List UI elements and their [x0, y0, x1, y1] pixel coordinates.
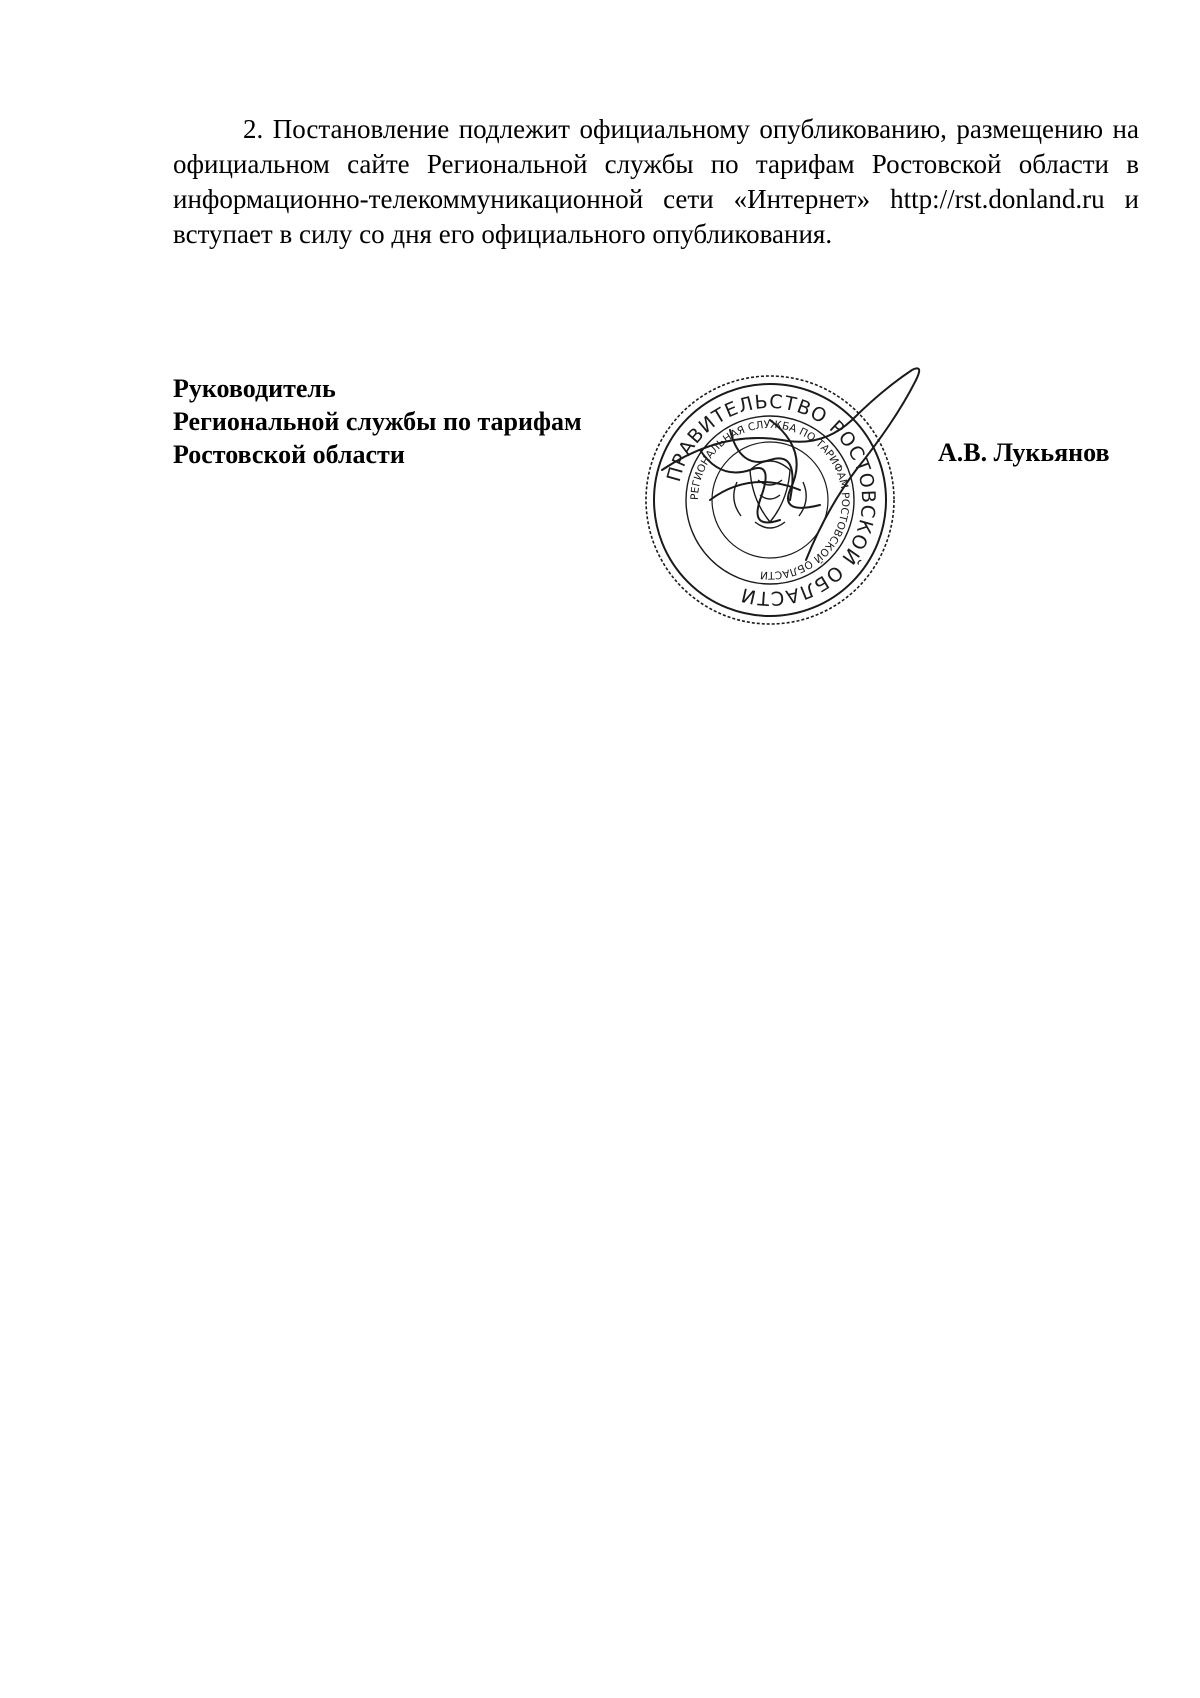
seal-inner-text: РЕГИОНАЛЬНАЯ СЛУЖБА ПО ТАРИФАМ РОСТОВСКОЙ ОБЛАСТИ — [688, 418, 852, 582]
signatory-position-line: Региональной службы по тарифам — [173, 407, 582, 436]
signatory-position-line: Руководитель — [173, 374, 336, 403]
seal-outer-text: ПРАВИТЕЛЬСТВО РОСТОВСКОЙ ОБЛАСТИ — [662, 390, 880, 610]
signatory-position-line: Ростовской области — [173, 440, 405, 469]
handwritten-signature — [640, 360, 940, 590]
publication-clause-paragraph: 2. Постановление подлежит официальному опубликованию, размещению на официальном сайте Региональной службы по тарифам Ростовской области в информационно-телекоммуникационной сети «Интернет» http://rst.donland.ru и вступает в силу со дня его официального опубликования. — [173, 114, 1139, 249]
signer-name: А.В. Лукьянов — [938, 438, 1110, 467]
signatory-position-block — [173, 372, 633, 471]
